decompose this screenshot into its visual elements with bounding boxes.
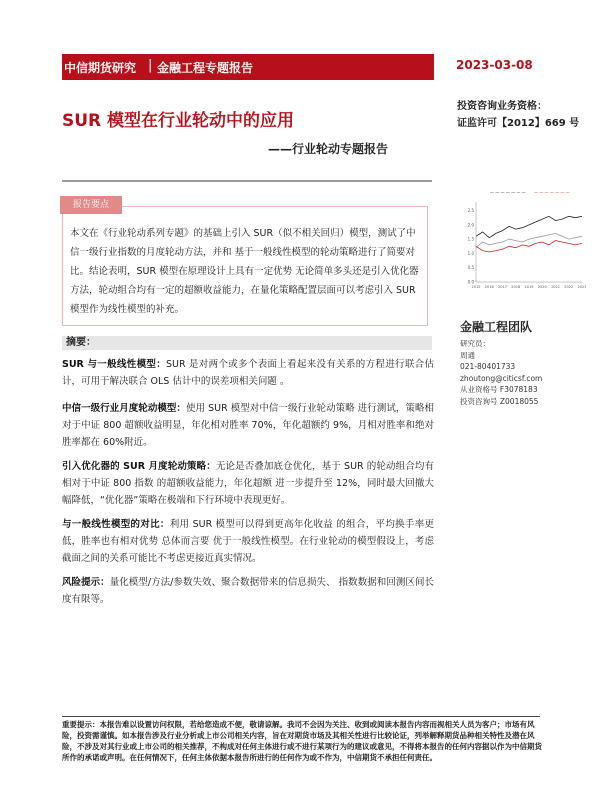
x-tick-label: 2019 [524, 285, 534, 289]
chart-axis [476, 202, 582, 282]
abstract-paragraph [62, 458, 434, 509]
y-tick-label: 1.0 [467, 250, 474, 256]
report-date: 2023-03-08 [456, 58, 533, 72]
paragraph-heading: 中信一级行业月度轮动模型： [62, 403, 186, 414]
header-brand: 中信期货研究 [64, 61, 137, 75]
abstract-header-bar [62, 336, 432, 350]
y-tick-label: 0.5 [467, 265, 474, 271]
x-tick-label: 2017 [498, 285, 507, 289]
x-tick-label: 2020 [537, 285, 547, 289]
paragraph-heading: 与一般线性模型的对比： [62, 519, 170, 530]
qualification-block [457, 98, 579, 132]
summary-tag: 报告要点 [60, 196, 122, 214]
paragraph-body: 无论是否叠加底仓优化，基于 SUR 的轮动组合均有相对于中证 800 指数 的超额收益能力，年化超额 进一步提升至 12%，同时最大回撤大幅降低，“优化器”策略在极端和下行环境中表现更好。 [62, 461, 434, 506]
abstract-paragraph [62, 574, 434, 608]
abstract-label: 摘要： [66, 337, 96, 348]
series-line-excess [476, 241, 582, 252]
y-tick-label: 1.5 [467, 236, 474, 242]
header-separator: | [148, 58, 153, 73]
analyst-email[interactable]: zhoutong@citicsf.com [460, 373, 543, 383]
team-title: 金融工程团队 [460, 320, 533, 334]
footer-divider [62, 716, 540, 717]
paragraph-body: 利用 SUR 模型可以得到更高年化收益 的组合，平均换手率更低，胜率也有相对优势 总体而言要 优于一般线性模型。在行业轮动的模型假设上，考虑截面之间的关系可能比不考虑更接近真实情况。 [62, 519, 434, 564]
team-detail: 研究员： [460, 339, 490, 348]
summary-text: 本文在《行业轮动系列专题》的基础上引入 SUR（似不相关回归）模型，测试了中信一级行业指数的月度轮动方法，并和 基于一般线性模型的轮动策略进行了简要对比。结论表明，SUR 模型在原理设计上具有一定优势 无论简单多头还是引入优化器方法，轮动组合均有一定的超额收益能力，在量化策略配置层面可以考虑引入 SUR 模型作为线性模型的补充。 [70, 228, 419, 315]
analyst-advisory-id: 投资咨询号 Z0018055 [460, 396, 539, 406]
team-details [460, 338, 542, 407]
analyst-license: 从业资格号 F3078183 [460, 385, 538, 394]
qualification-license: 证监许可【2012】669 号 [457, 118, 580, 129]
y-tick-label: 2.0 [467, 222, 474, 228]
paragraph-heading: SUR 与一般线性模型： [62, 359, 167, 370]
x-tick-label: 2022 [564, 285, 574, 289]
paragraph-body: SUR 是对两个或多个表面上看起来没有关系的方程进行联合估计，可用于解决联合 OLS 估计中的误差项相关问题 。 [62, 359, 434, 387]
analyst-phone: 021-80401733 [460, 362, 516, 371]
paragraph-body: 使用 SUR 模型对中信一级行业轮动策略 进行测试，策略相对于中证 800 超额收益明显，年化相对胜率 70%，年化超额约 9%，月相对胜率和绝对胜率都在 60%附近。 [62, 403, 434, 448]
y-tick-label: 2.5 [467, 208, 474, 214]
x-tick-label: 2021 [551, 285, 560, 289]
performance-chart [460, 186, 586, 294]
paragraph-heading: 引入优化器的 SUR 月度轮动策略： [62, 461, 216, 472]
x-tick-label: 2023 [577, 285, 586, 289]
legend-entry: — — — — — — — [490, 190, 526, 195]
y-tick-label: 0.0 [467, 279, 474, 285]
footer-disclaimer: 重要提示：本报告难以设置访问权限，若给您造成不便，敬请谅解。我司不会因为关注、收到或阅读本报告内容而视相关人员为客户；市场有风险，投资需谨慎。如本报告涉及行业分析或上市公司相关内容，旨在对期货市场及其相关性进行比较论证，列举解释期货品种相关特性及潜在风险，不涉及对其行业或上市公司的相关推荐，不构成对任何主体进行或不进行某项行为的建议或意见，不得将本报告的任何内容据以作为中信期货所作的承诺或声明。在任何情况下，任何主体依据本报告所进行的任何作为或不作为，中信期货不承担任何责任。 [62, 720, 542, 762]
page-title: SUR 模型在行业轮动中的应用 [62, 111, 295, 131]
series-line-strategy [476, 216, 582, 237]
qualification-label: 投资咨询业务资格： [457, 101, 547, 112]
page-subtitle: ——行业轮动专题报告 [268, 142, 389, 156]
title-divider [62, 180, 432, 182]
x-tick-label: 2018 [511, 285, 521, 289]
abstract-paragraph [62, 400, 434, 451]
abstract-paragraph [62, 356, 434, 390]
x-tick-label: 2016 [484, 285, 494, 289]
paragraph-body: 量化模型/方法/参数失效、聚合数据带来的信息损失、 指数数据和回测区间长度有限等。 [62, 577, 434, 605]
report-type: 金融工程专题报告 [157, 61, 254, 75]
x-tick-label: 2015 [471, 285, 481, 289]
paragraph-heading: 风险提示： [62, 577, 110, 588]
analyst-name: 周通 [460, 350, 475, 360]
legend-entry: — — — — — — — [534, 190, 570, 195]
abstract-paragraph [62, 516, 434, 567]
